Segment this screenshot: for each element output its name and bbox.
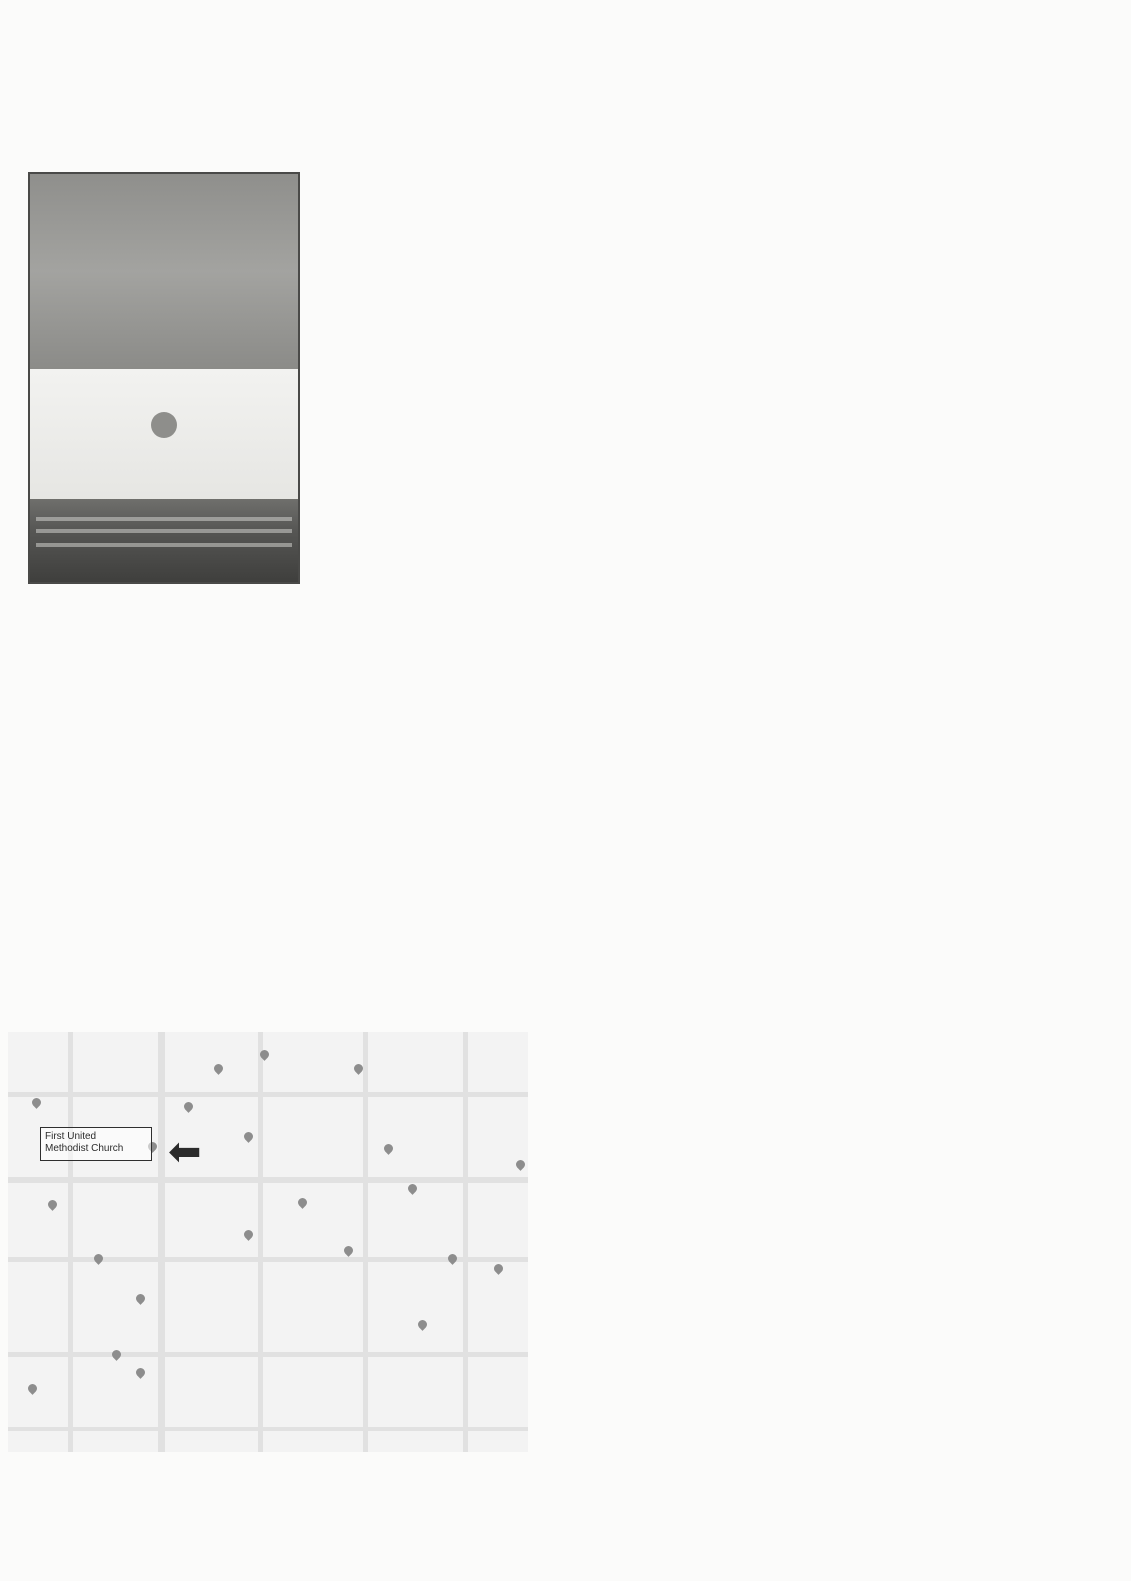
book-cover-top bbox=[30, 174, 298, 369]
map-road bbox=[8, 1352, 528, 1357]
book-cover-stripe bbox=[36, 543, 292, 547]
map-road bbox=[8, 1177, 528, 1183]
book-cover-bottom bbox=[30, 499, 298, 582]
map-pin bbox=[26, 1382, 39, 1395]
book-cover-dot bbox=[151, 412, 177, 438]
map-pin bbox=[342, 1244, 355, 1257]
workshop-description bbox=[18, 660, 1113, 674]
big-book-cover-image bbox=[28, 172, 300, 584]
map-pin bbox=[46, 1198, 59, 1211]
map-pin bbox=[30, 1096, 43, 1109]
map-road bbox=[8, 1427, 528, 1431]
location-map[interactable] bbox=[8, 1032, 528, 1452]
map-pin bbox=[296, 1196, 309, 1209]
map-pin bbox=[110, 1348, 123, 1361]
map-arrow-icon: ⬅ bbox=[168, 1130, 202, 1174]
map-pin bbox=[182, 1100, 195, 1113]
map-pin bbox=[92, 1252, 105, 1265]
map-pin bbox=[446, 1252, 459, 1265]
map-pin bbox=[134, 1366, 147, 1379]
intro-text-column bbox=[312, 172, 1084, 186]
book-cover-stripe bbox=[36, 529, 292, 533]
map-highlight-first-united-methodist-church: First United Methodist Church bbox=[40, 1127, 152, 1161]
map-road bbox=[8, 1092, 528, 1097]
map-pin bbox=[382, 1142, 395, 1155]
schedule-list bbox=[530, 1040, 1120, 1042]
map-pin bbox=[514, 1158, 527, 1171]
map-pin bbox=[212, 1062, 225, 1075]
map-pin bbox=[242, 1228, 255, 1241]
map-pin bbox=[406, 1182, 419, 1195]
map-pin bbox=[134, 1292, 147, 1305]
page-title bbox=[0, 15, 1131, 29]
map-pin bbox=[492, 1262, 505, 1275]
book-cover-stripe bbox=[36, 517, 292, 521]
map-pin bbox=[242, 1130, 255, 1143]
map-pin bbox=[416, 1318, 429, 1331]
